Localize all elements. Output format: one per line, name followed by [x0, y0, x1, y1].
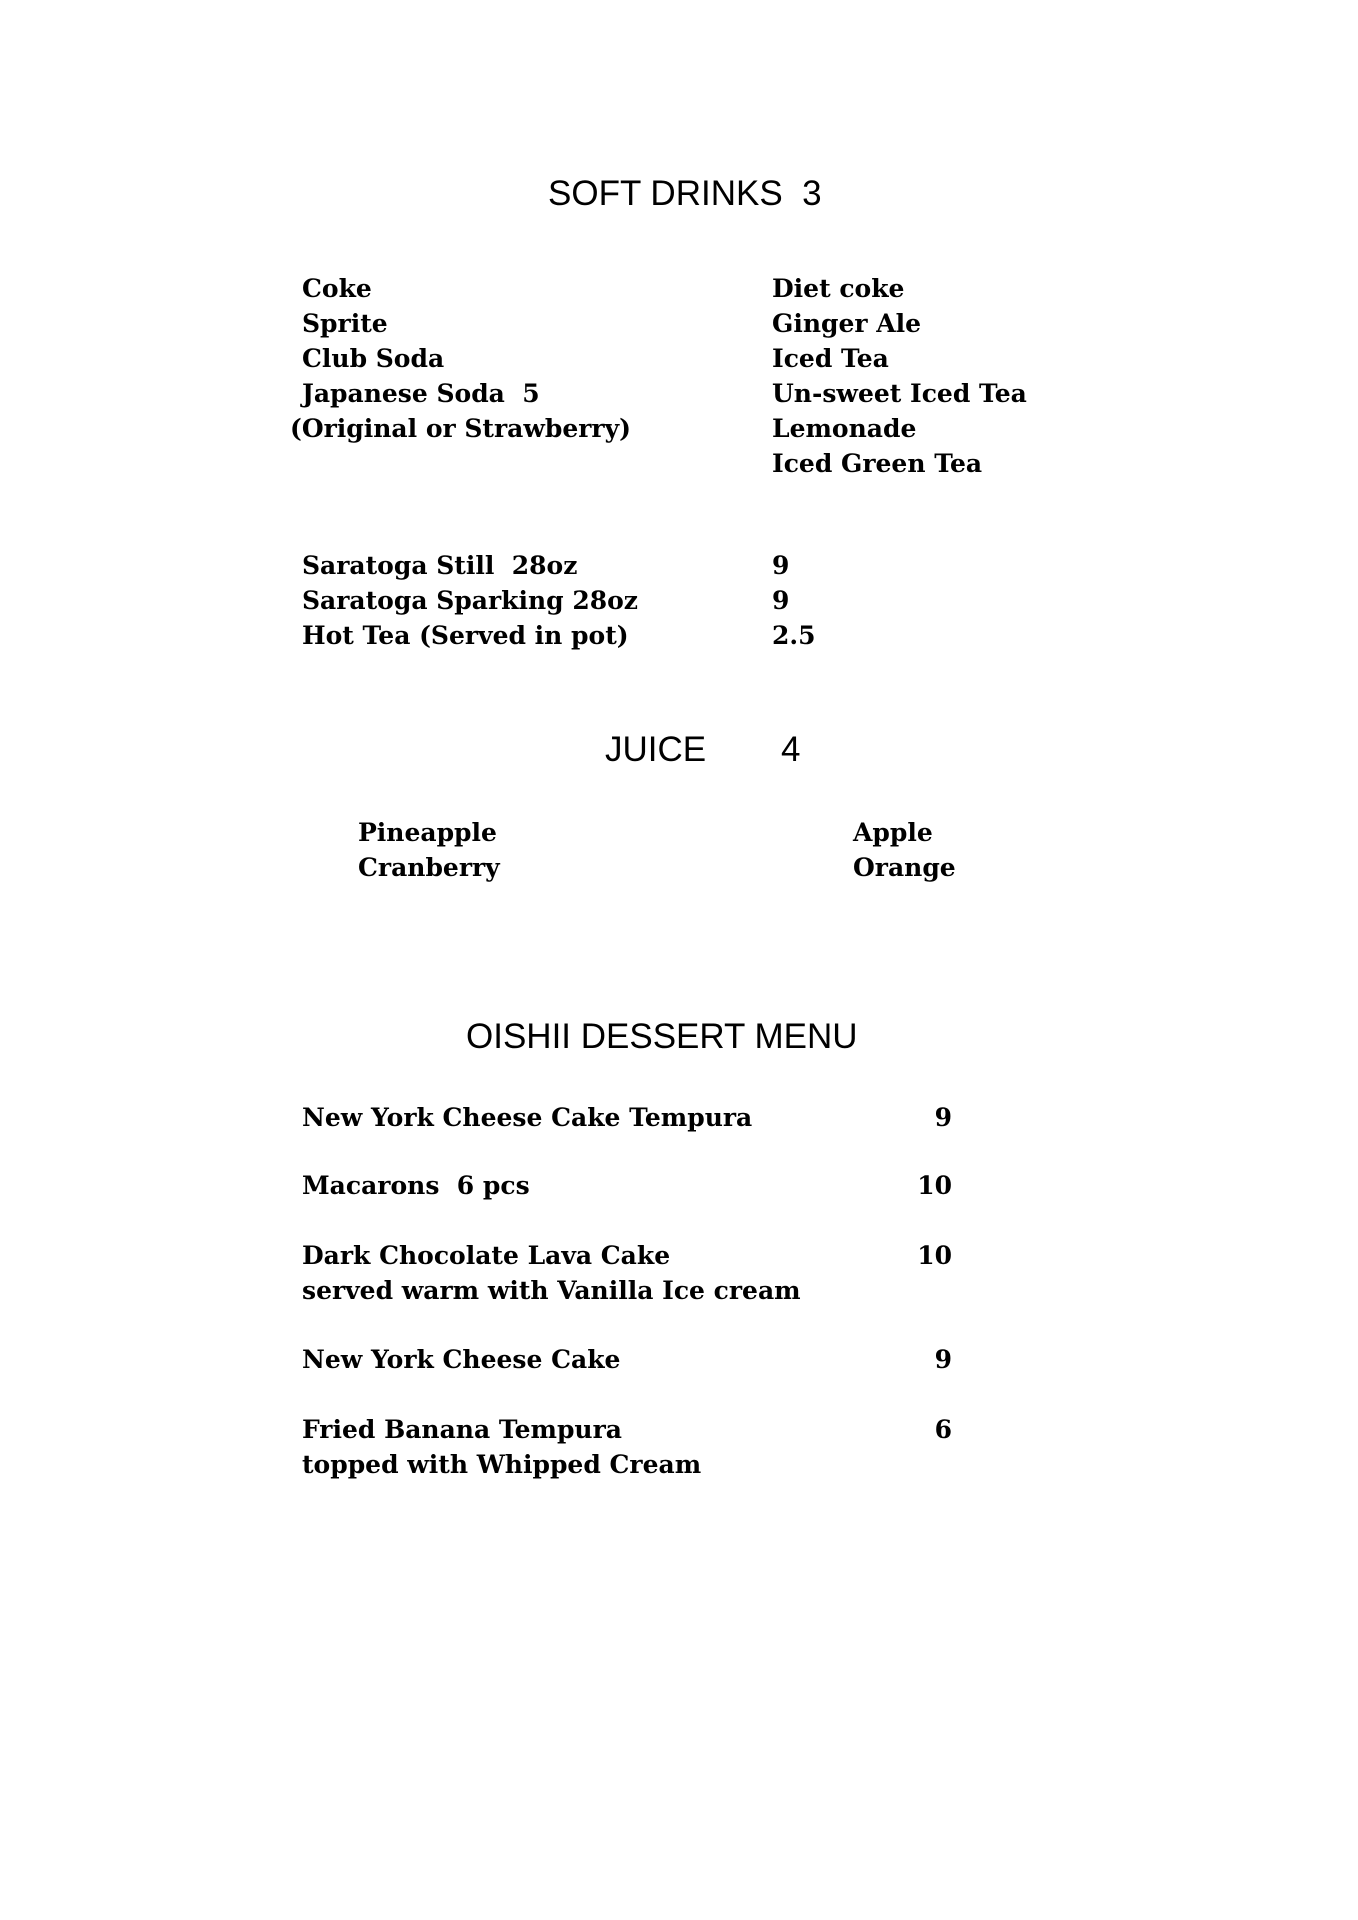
soft-drink-item: Iced Green Tea: [772, 449, 983, 478]
dessert-name: Macarons 6 pcs: [302, 1171, 530, 1200]
dessert-note: topped with Whipped Cream: [302, 1450, 702, 1479]
dessert-note: served warm with Vanilla Ice cream: [302, 1276, 801, 1305]
juice-item: Pineapple: [358, 818, 497, 847]
soft-drink-item: Iced Tea: [772, 344, 889, 373]
water-tea-name: Saratoga Sparking 28oz: [302, 586, 638, 615]
juice-item: Cranberry: [358, 853, 500, 882]
water-tea-name: Saratoga Still 28oz: [302, 551, 578, 580]
water-tea-price: 2.5: [772, 621, 816, 650]
dessert-name: Fried Banana Tempura: [302, 1415, 622, 1444]
dessert-title: OISHII DESSERT MENU: [466, 1017, 858, 1056]
soft-drink-item: Lemonade: [772, 414, 917, 443]
soft-drinks-title: SOFT DRINKS 3: [548, 174, 822, 213]
juice-item: Orange: [853, 853, 956, 882]
dessert-price: 9: [934, 1345, 952, 1374]
dessert-name: New York Cheese Cake: [302, 1345, 621, 1374]
soft-drink-item: Club Soda: [302, 344, 445, 373]
dessert-price: 10: [917, 1171, 952, 1200]
dessert-name: New York Cheese Cake Tempura: [302, 1103, 753, 1132]
juice-price: 4: [781, 730, 801, 769]
soft-drink-item: Japanese Soda 5: [302, 379, 540, 408]
water-tea-price: 9: [772, 586, 790, 615]
soft-drink-item: Un-sweet Iced Tea: [772, 379, 1027, 408]
soft-drink-item: (Original or Strawberry): [290, 414, 631, 443]
soft-drink-item: Diet coke: [772, 274, 905, 303]
soft-drink-item: Ginger Ale: [772, 309, 922, 338]
dessert-price: 6: [934, 1415, 952, 1444]
juice-item: Apple: [853, 818, 933, 847]
dessert-price: 10: [917, 1241, 952, 1270]
soft-drink-item: Sprite: [302, 309, 388, 338]
soft-drink-item: Coke: [302, 274, 372, 303]
dessert-name: Dark Chocolate Lava Cake: [302, 1241, 671, 1270]
water-tea-name: Hot Tea (Served in pot): [302, 621, 629, 650]
juice-title: JUICE: [605, 730, 707, 769]
dessert-price: 9: [934, 1103, 952, 1132]
water-tea-price: 9: [772, 551, 790, 580]
